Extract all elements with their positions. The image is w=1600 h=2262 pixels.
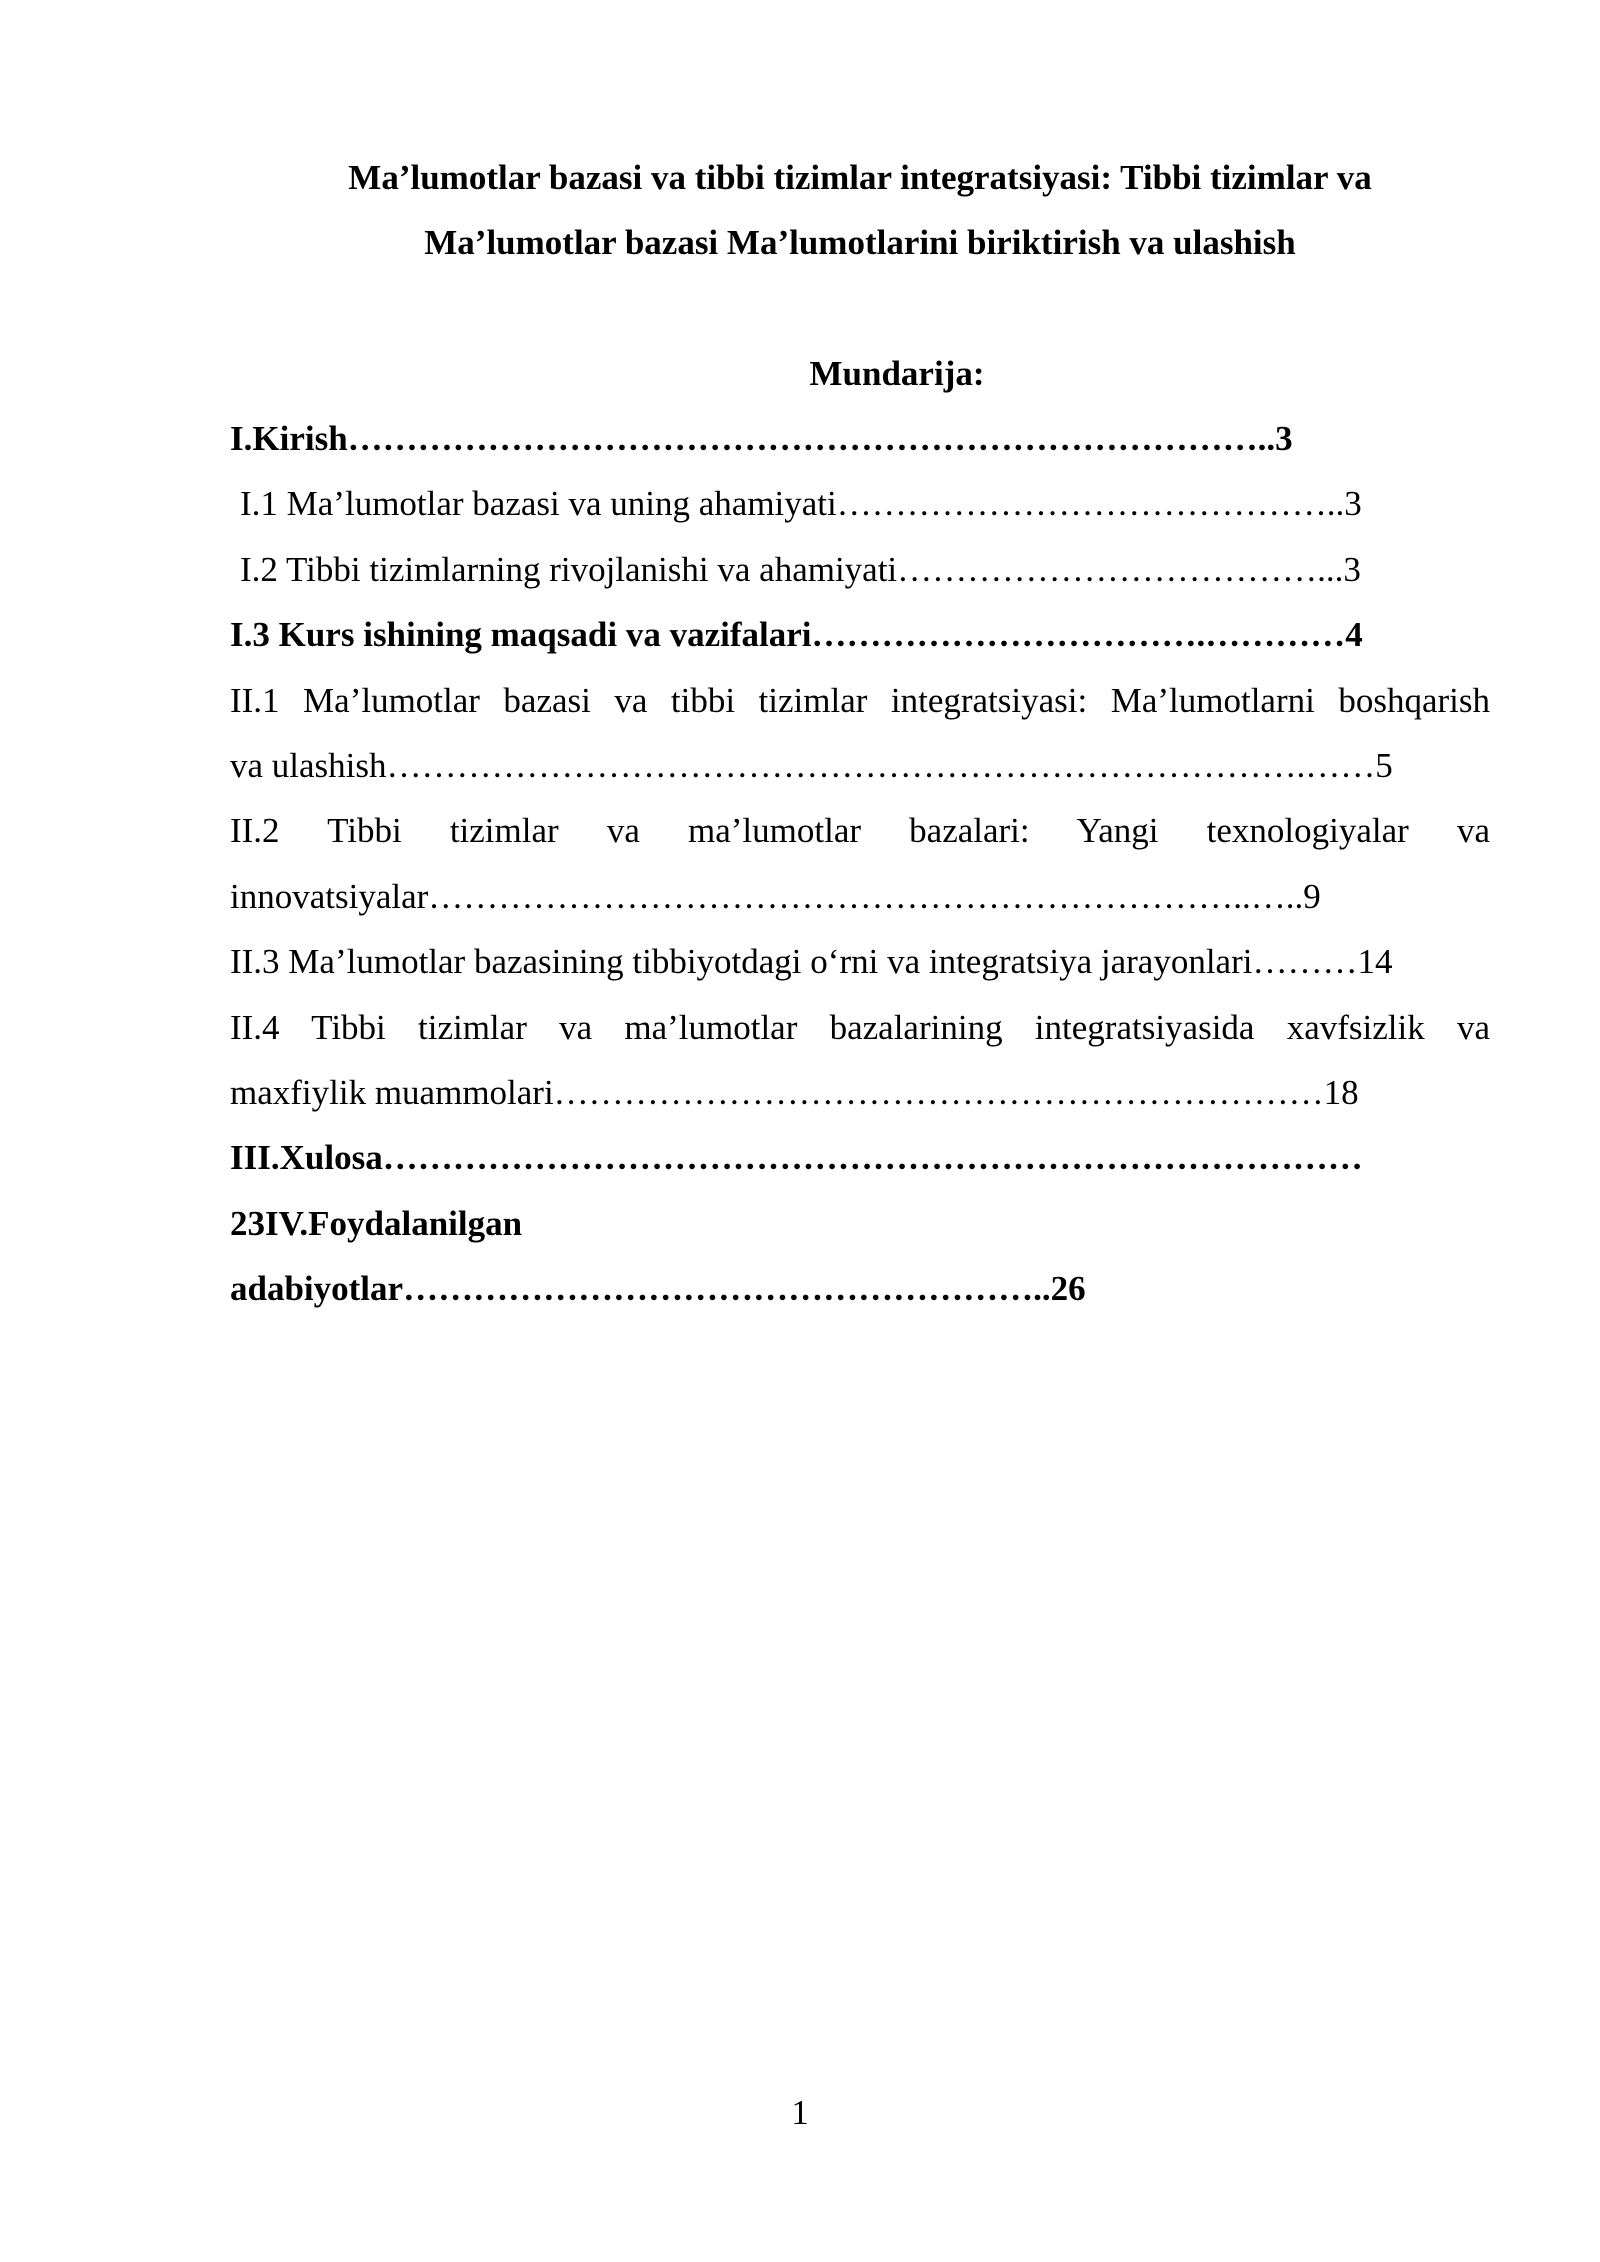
toc-entry-2-4-line-1: II.4 Tibbi tizimlar va ma’lumotlar bazalarining integratsiyasida xavfsizlik va [230,1007,1490,1047]
toc-entry-1-3: I.3 Kurs ishining maqsadi va vazifalari…………………………….…………4 [230,615,1363,655]
toc-entry-2-1-line-1: II.1 Ma’lumotlar bazasi va tibbi tizimlar integratsiyasi: Ma’lumotlarni boshqarish [230,680,1490,720]
toc-entry-kirish: I.Kirish……………………………………………………………………..3 [230,419,1293,458]
toc-entry-foydalanilgan-line-2: adabiyotlar………………………………………………..26 [230,1269,1086,1309]
toc-entry-1-1: I.1 Ma’lumotlar bazasi va uning ahamiyati……………………………………..3 [240,484,1362,524]
toc-entry-2-4-line-2: maxfiylik muammolari…………………………………………………………18 [230,1073,1359,1113]
toc-heading: Mundarija: [809,354,985,393]
toc-entry-2-3: II.3 Ma’lumotlar bazasining tibbiyotdagi o‘rni va integratsiya jarayonlari………14 [230,942,1393,982]
toc-entry-xulosa: III.Xulosa………………………………………………………………………… [230,1138,1363,1178]
toc-entry-2-2-line-2: innovatsiyalar……………………………………………………………..…..9 [230,876,1321,916]
page-number: 1 [791,2093,809,2132]
title-line-1: Ma’lumotlar bazasi va tibbi tizimlar integratsiyasi: Tibbi tizimlar va [348,158,1372,197]
title-line-2: Ma’lumotlar bazasi Ma’lumotlarini biriktirish va ulashish [424,223,1296,262]
toc-entry-foydalanilgan-line-1: 23IV.Foydalanilgan [230,1203,523,1243]
toc-entry-1-2: I.2 Tibbi tizimlarning rivojlanishi va ahamiyati………………………………...3 [240,549,1361,589]
toc-entry-2-2-line-1: II.2 Tibbi tizimlar va ma’lumotlar bazalari: Yangi texnologiyalar va [230,811,1490,851]
table-of-contents [230,406,1490,1322]
document-title [230,145,1490,275]
toc-entry-2-1-line-2: va ulashish…………………………………………………………………….……5 [230,746,1393,786]
